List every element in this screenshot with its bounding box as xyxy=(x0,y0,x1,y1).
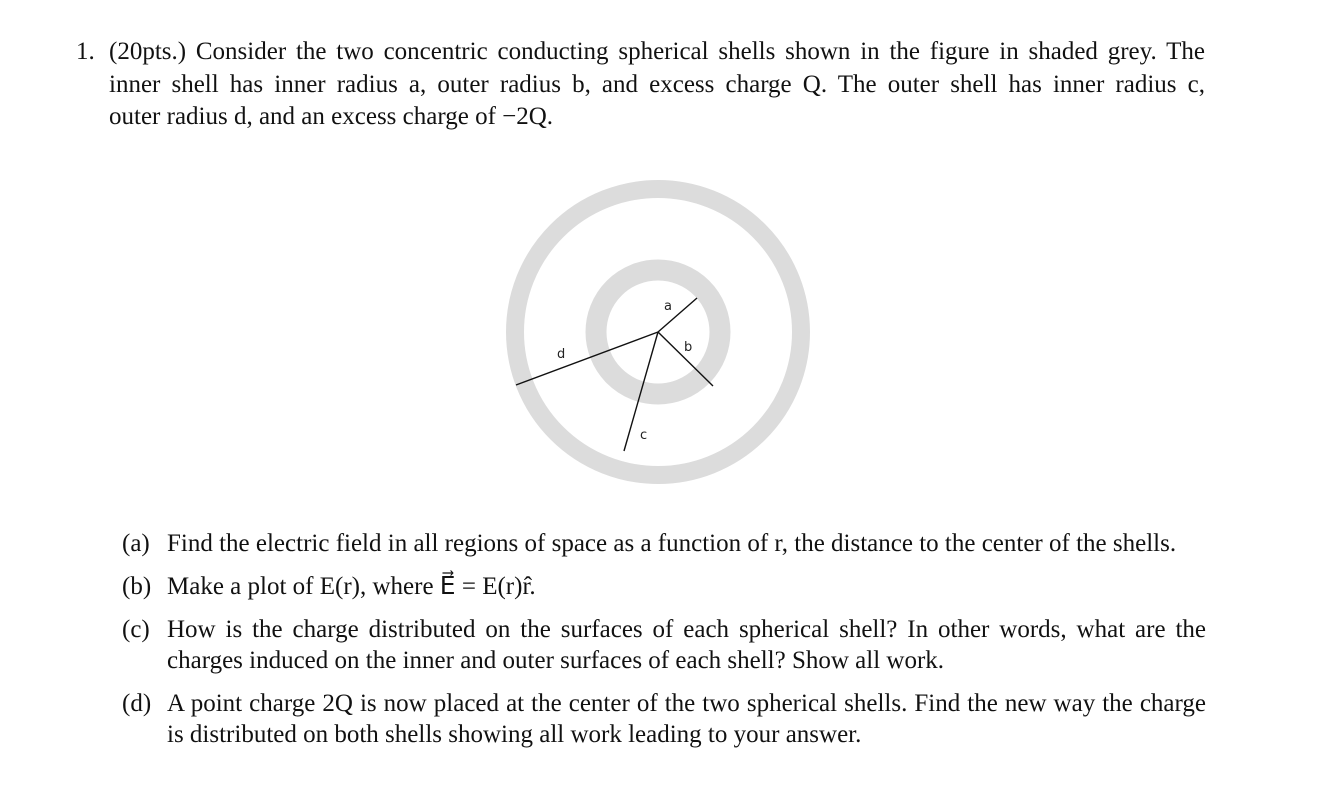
sub-questions xyxy=(122,528,1206,762)
problem-statement xyxy=(109,36,1205,134)
sub-question-label: (c) xyxy=(122,616,150,643)
label-b: b xyxy=(684,340,693,355)
sub-question-label: (d) xyxy=(122,690,152,717)
concentric-shells-figure xyxy=(500,175,820,495)
sub-question-label: (b) xyxy=(122,573,152,600)
sub-question-text: A point charge 2Q is now placed at the center of the two spherical shells. Find the new way the charge is distributed on both shells showing all work leading to your answer. xyxy=(167,690,1206,748)
label-c: c xyxy=(640,428,648,443)
sub-question-text: How is the charge distributed on the surfaces of each spherical shell? In other words, what are the charges induced on the inner and outer surfaces of each shell? Show all work. xyxy=(167,616,1206,674)
problem-statement-line: (20pts.) Consider the two concentric conducting spherical shells shown in the figure in shaded grey. The xyxy=(109,38,1205,65)
label-d: d xyxy=(557,347,566,362)
sub-question-text: Make a plot of E(r), where E⃗ = E(r)r̂. xyxy=(167,573,536,600)
sub-question xyxy=(122,614,1206,676)
problem-number: 1. xyxy=(76,38,95,65)
problem-statement-line: outer radius d, and an excess charge of −2Q. xyxy=(109,103,554,130)
label-a: a xyxy=(664,299,672,314)
sub-question-label: (a) xyxy=(122,530,150,557)
sub-question xyxy=(122,688,1206,750)
problem-statement-line: inner shell has inner radius a, outer radius b, and excess charge Q. The outer shell has inner radius c, xyxy=(109,70,1205,98)
sub-question xyxy=(122,571,1206,602)
sub-question-text: Find the electric field in all regions of space as a function of r, the distance to the center of the shells. xyxy=(167,530,1177,557)
sub-question xyxy=(122,528,1206,559)
